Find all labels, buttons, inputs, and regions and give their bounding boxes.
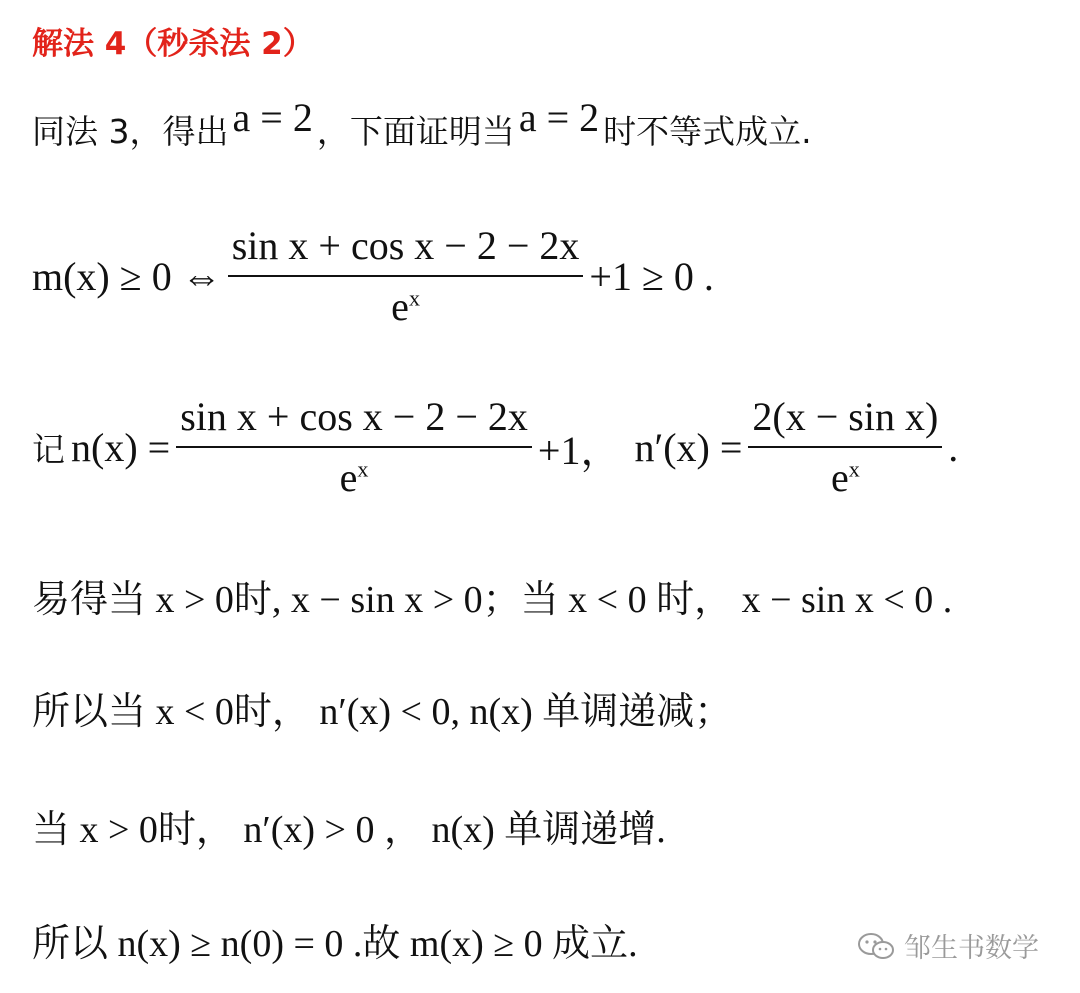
- wechat-logo-icon: [856, 931, 896, 961]
- statement-line-5: 所以当 x < 0时， n′(x) < 0, n(x) 单调递减；: [32, 691, 733, 733]
- math-rhs: +1 ≥ 0 .: [589, 253, 714, 299]
- fraction-numerator: sin x + cos x − 2 − 2x: [176, 393, 532, 448]
- fraction-numerator: sin x + cos x − 2 − 2x: [228, 222, 584, 277]
- math-lhs: n(x) =: [71, 424, 171, 470]
- math-lhs: m(x) ≥ 0 ⇔: [32, 253, 222, 299]
- den-exponent: x: [357, 456, 369, 482]
- fraction-denominator: [831, 448, 860, 501]
- den-base: e: [391, 284, 409, 329]
- den-exponent: x: [848, 456, 860, 482]
- fraction: [748, 393, 942, 501]
- equivalence-line: [32, 222, 714, 330]
- statement-line-6: 当 x > 0时， n′(x) > 0 ， n(x) 单调递增.: [32, 809, 666, 851]
- statement-line-1: [32, 95, 812, 153]
- fraction-denominator: [340, 448, 369, 501]
- math-segment: +1，: [537, 427, 621, 473]
- text-segment: 同法 3，得出: [32, 112, 229, 151]
- math-segment: .: [948, 424, 959, 470]
- definition-line: [32, 393, 958, 501]
- math-lhs: n′(x) =: [634, 424, 743, 470]
- text-segment: ，下面证明当: [316, 112, 515, 151]
- den-base: e: [830, 455, 849, 500]
- fraction: [176, 393, 532, 501]
- den-exponent: x: [408, 285, 420, 311]
- den-base: e: [339, 455, 358, 500]
- watermark-text: 邹生书数学: [904, 933, 1039, 964]
- text-segment: 时不等式成立.: [603, 112, 812, 151]
- watermark: [856, 926, 1039, 965]
- equation-a-equals-2: a = 2: [232, 95, 313, 140]
- fraction-denominator: [391, 277, 420, 330]
- section-title: 解法 4（秒杀法 2）: [32, 26, 314, 62]
- fraction-numerator: 2(x − sin x): [748, 393, 942, 448]
- statement-line-7: 所以 n(x) ≥ n(0) = 0 .故 m(x) ≥ 0 成立.: [32, 923, 638, 965]
- fraction: [228, 222, 584, 330]
- text-segment: 记: [32, 429, 65, 469]
- equation-a-equals-2: a = 2: [518, 95, 600, 140]
- statement-line-4: 易得当 x > 0时, x − sin x > 0；当 x < 0 时， x − sin x < 0 .: [32, 579, 953, 621]
